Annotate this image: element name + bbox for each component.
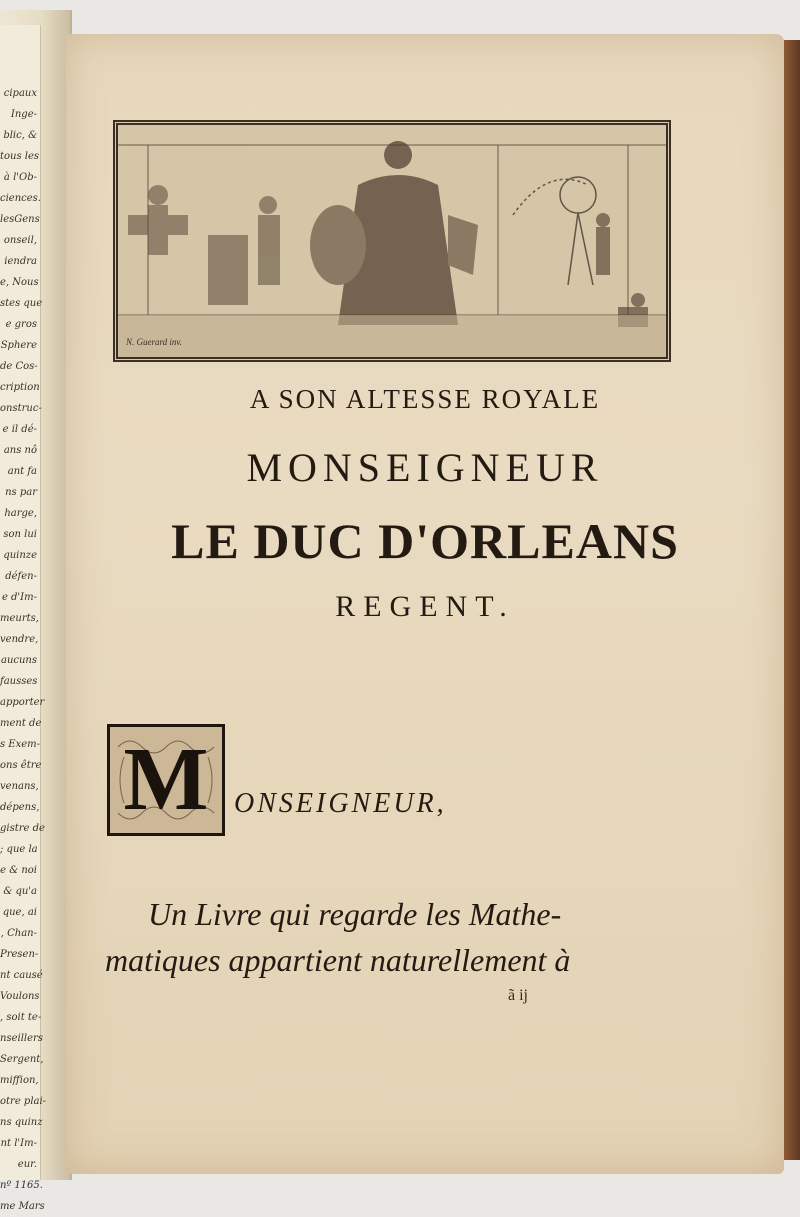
left-page-fragment: cription: [0, 382, 40, 393]
left-page-fragment: , Chan-: [0, 928, 37, 939]
salutation: ONSEIGNEUR,: [234, 788, 447, 819]
left-page-fragment: venans,: [0, 781, 39, 792]
body-text-line-2: matiques appartient naturellement à: [105, 942, 571, 978]
left-page-fragment: onseil,: [3, 235, 37, 246]
left-page-fragment: nt causé: [0, 970, 43, 981]
left-page-edge: [0, 25, 47, 1212]
left-page-fragment: fausses: [0, 676, 38, 687]
left-page-fragment: Voulons: [0, 991, 40, 1002]
left-page-fragment: e & noi: [0, 865, 37, 876]
engraving-signature: N. Guerard inv.: [126, 337, 182, 347]
left-page-fragment: iendra: [4, 256, 37, 267]
left-page-fragment: lesGens: [0, 214, 40, 225]
book-cover-edge: [784, 40, 800, 1160]
ornamental-drop-cap: [107, 724, 225, 836]
left-page-fragment: miffion,: [0, 1075, 39, 1086]
left-page-fragment: nº 1165.: [0, 1180, 43, 1191]
left-page-fragment: e, Nous: [0, 277, 39, 288]
dedication-line-4: REGENT.: [335, 590, 515, 623]
left-page-fragment: blic, &: [3, 130, 37, 141]
body-text-line-1: Un Livre qui regarde les Mathe-: [148, 896, 562, 932]
left-page-fragment: ons être: [0, 760, 42, 771]
left-page-fragment: & qu'a: [3, 886, 37, 897]
left-page-fragment: me Mars: [0, 1201, 45, 1212]
left-page-fragment: ciences.: [0, 193, 41, 204]
left-page-fragment: stes que: [0, 298, 43, 309]
left-page-fragment: vendre,: [0, 634, 39, 645]
left-page-fragment: de Cos-: [0, 361, 38, 372]
left-page-fragment: Sergent,: [0, 1054, 44, 1065]
dedication-line-1: A SON ALTESSE ROYALE: [249, 384, 601, 414]
left-page-fragment: cipaux: [3, 88, 37, 99]
left-page-fragment: otre plai-: [0, 1096, 47, 1107]
left-page-fragment: ; que la: [0, 844, 38, 855]
left-page-fragment: gistre de: [0, 823, 45, 834]
engraving-illustration: [113, 120, 671, 362]
left-page-fragment: quinze: [3, 550, 37, 561]
left-page-fragment: dépens,: [0, 802, 40, 813]
left-page-fragment: apporter: [0, 697, 45, 708]
left-page-fragment: Inge-: [10, 109, 37, 120]
left-page-fragment: nseillers: [0, 1033, 43, 1044]
engraving-scene: [118, 125, 666, 357]
left-page-fragment: ns quinz: [0, 1117, 43, 1128]
left-page-fragment: s Exem-: [0, 739, 41, 750]
left-page-fragment: e il dé-: [2, 424, 37, 435]
left-page-fragment: tous les: [0, 151, 40, 162]
left-page-fragment: eur.: [17, 1159, 37, 1170]
left-page-fragment: aucuns: [0, 655, 37, 666]
left-page-fragment: e gros: [5, 319, 37, 330]
left-page-fragment: ns par: [5, 487, 37, 498]
left-page-fragment: e d'Im-: [1, 592, 37, 603]
dedication-line-2: MONSEIGNEUR: [246, 445, 604, 490]
left-page-fragment: que, ai: [2, 907, 37, 918]
left-page-fragment: , soit te-: [0, 1012, 42, 1023]
left-page-fragment: à l'Ob-: [3, 172, 37, 183]
left-page-fragment: Presen-: [0, 949, 39, 960]
left-page-fragment: ment de: [0, 718, 42, 729]
left-page-fragment: onstruc-: [0, 403, 42, 414]
dedication-line-3: LE DUC D'ORLEANS: [171, 513, 679, 569]
left-page-fragment: meurts,: [0, 613, 39, 624]
drop-cap-letter: M: [123, 730, 209, 829]
left-page-fragment: défen-: [5, 571, 37, 582]
left-page-fragment: Sphere: [0, 340, 37, 351]
left-page-fragment: son lui: [3, 529, 37, 540]
signature-mark: ã ij: [508, 987, 528, 1004]
left-page-fragment: ant fa: [7, 466, 37, 477]
left-page-fragment: nt l'Im-: [0, 1138, 37, 1149]
left-page-fragment: harge,: [4, 508, 37, 519]
left-page-fragment: ans nô: [3, 445, 37, 456]
